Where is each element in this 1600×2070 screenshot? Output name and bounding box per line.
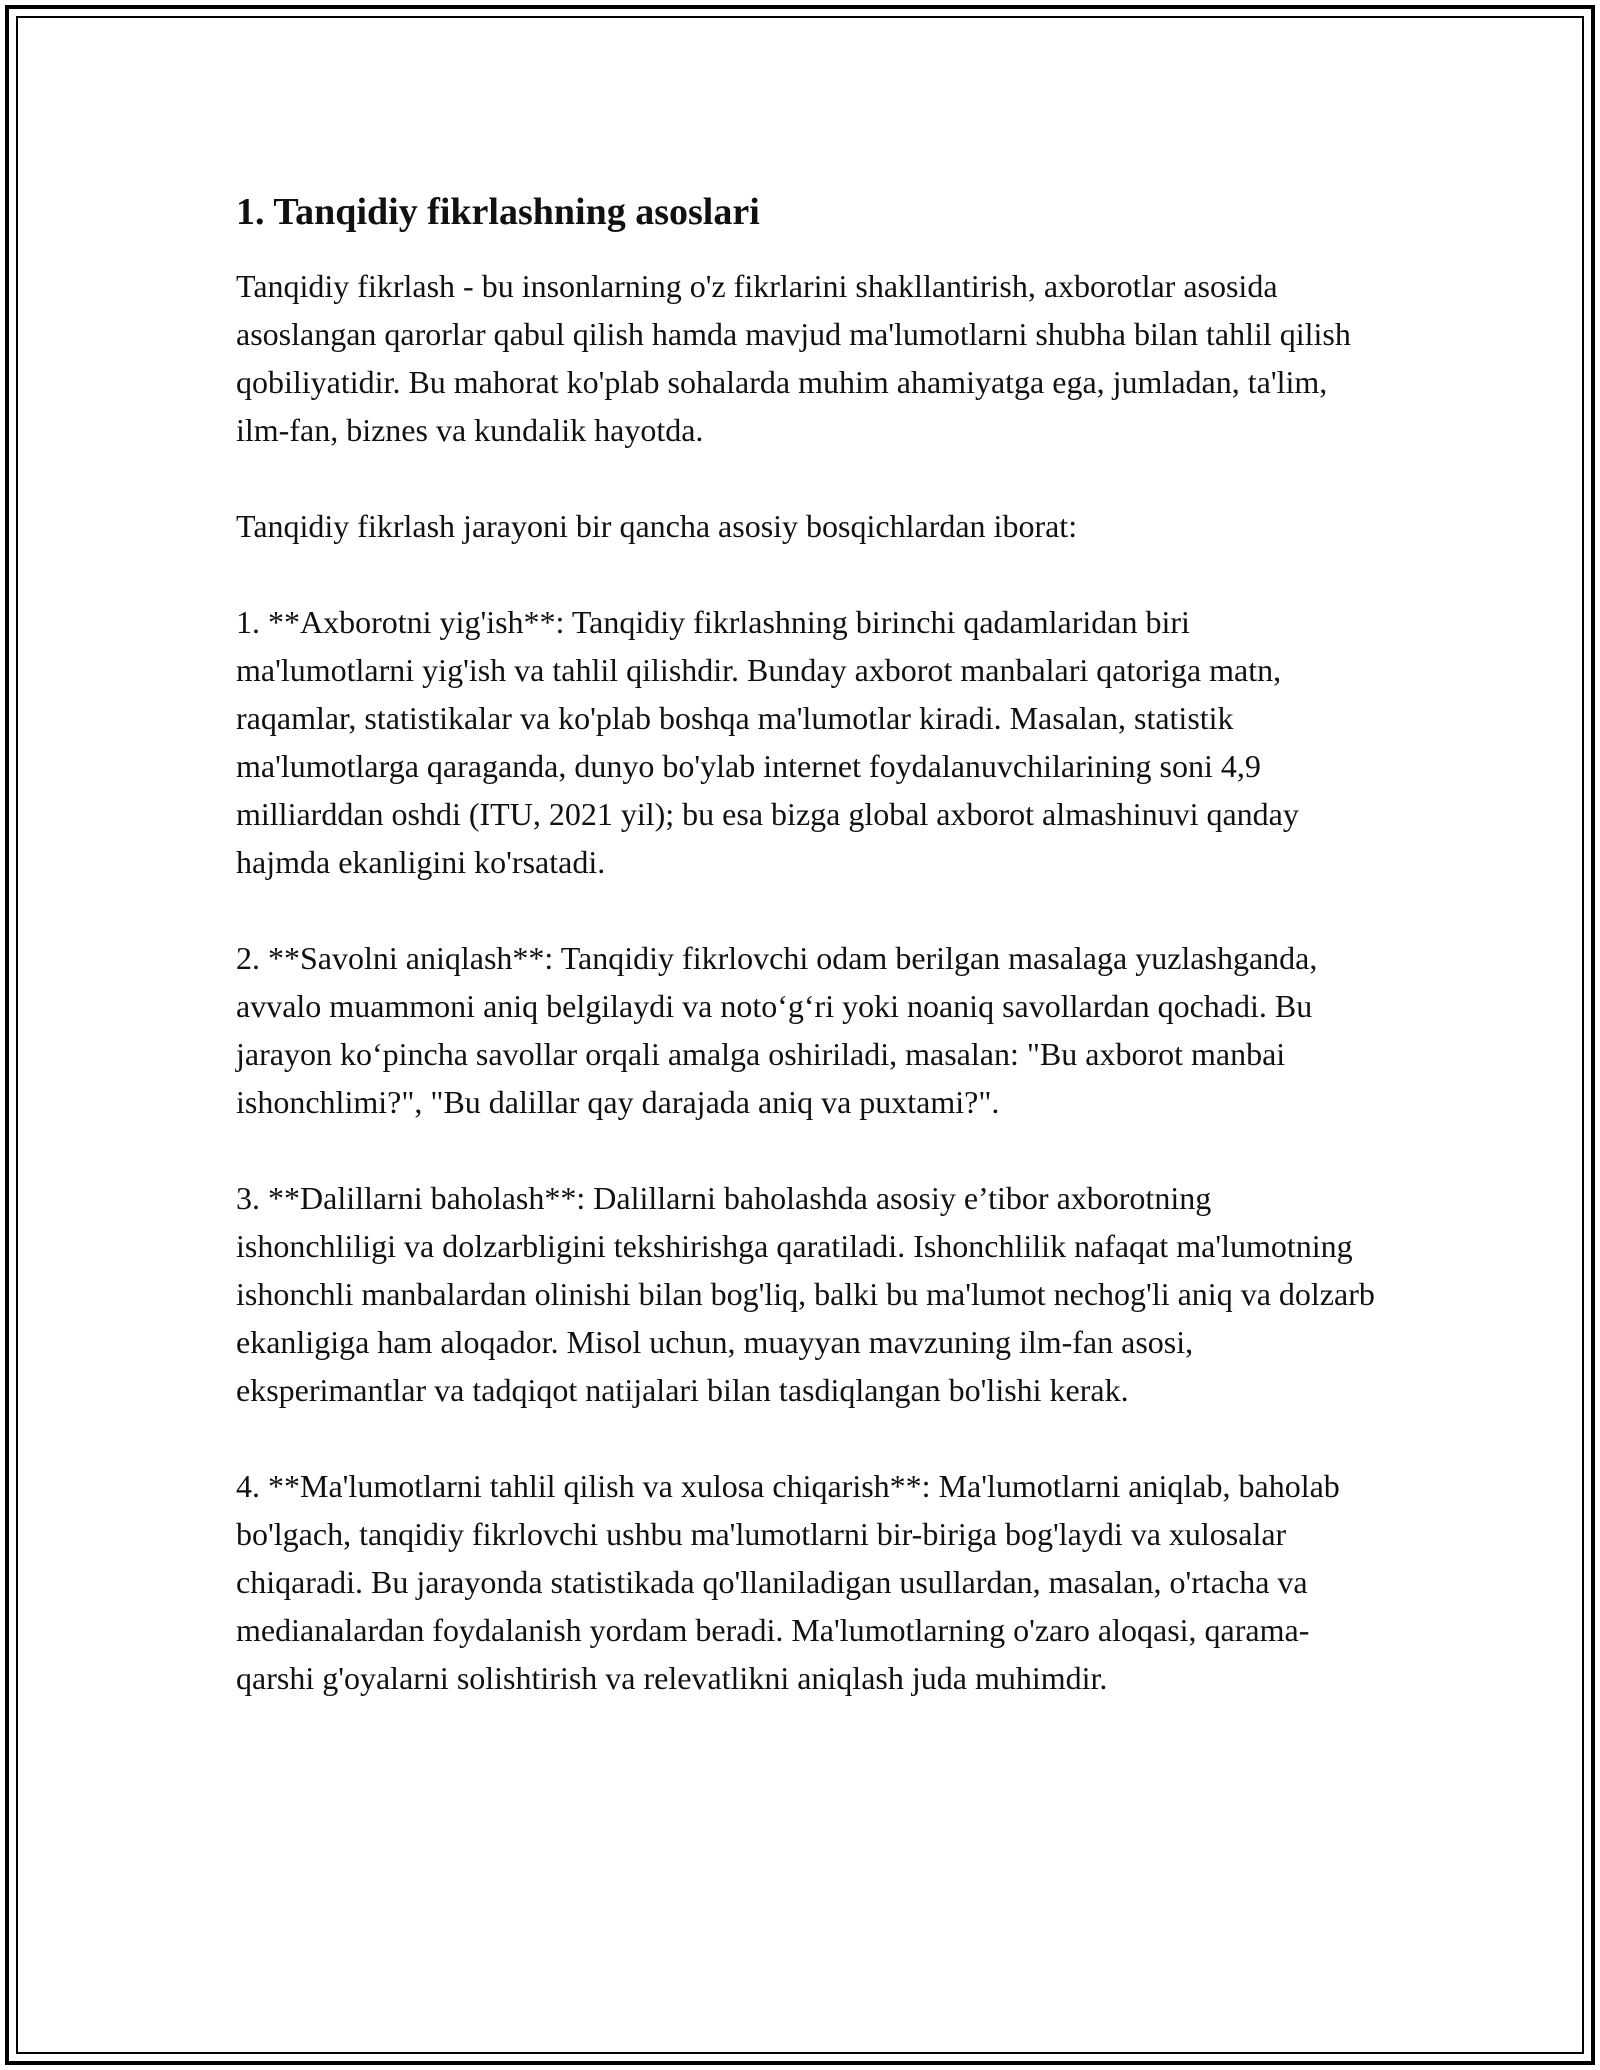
stage-2-paragraph: 2. **Savolni aniqlash**: Tanqidiy fikrlovchi odam berilgan masalaga yuzlashganda, avvalo muammoni aniq belgilaydi va noto‘g‘ri yoki noaniq savollardan qochadi. Bu jarayon ko‘pincha savollar orqali amalga oshiriladi, masalan: "Bu axborot manbai ishonchlimi?", "Bu dalillar qay darajada aniq va puxtami?". bbox=[236, 940, 1318, 1120]
stage-4-paragraph: 4. **Ma'lumotlarni tahlil qilish va xulosa chiqarish**: Ma'lumotlarni aniqlab, baholab bo'lgach, tanqidiy fikrlovchi ushbu ma'lumotlarni bir-biriga bog'laydi va xulosalar chiqaradi. Bu jarayonda statistikada qo'llaniladigan usullardan, masalan, o'rtacha va medianalardan foydalanish yordam beradi. Ma'lumotlarning o'zaro aloqasi, qarama-qarshi g'oyalarni solishtirish va relevatlikni aniqlash juda muhimdir. bbox=[236, 1468, 1340, 1696]
stage-1-paragraph: 1. **Axborotni yig'ish**: Tanqidiy fikrlashning birinchi qadamlaridan biri ma'lumotlarni yig'ish va tahlil qilishdir. Bunday axborot manbalari qatoriga matn, raqamlar, statistikalar va ko'plab boshqa ma'lumotlar kiradi. Masalan, statistik ma'lumotlarga qaraganda, dunyo bo'ylab internet foydalanuvchilarining soni 4,9 milliarddan oshdi (ITU, 2021 yil); bu esa bizga global axborot almashinuvi qanday hajmda ekanligini ko'rsatadi. bbox=[236, 604, 1299, 880]
intro-paragraph: Tanqidiy fikrlash - bu insonlarning o'z fikrlarini shakllantirish, axborotlar asosida asoslangan qarorlar qabul qilish hamda mavjud ma'lumotlarni shubha bilan tahlil qilish qobiliyatidir. Bu mahorat ko'plab sohalarda muhim ahamiyatga ega, jumladan, ta'lim, ilm-fan, biznes va kundalik hayotda. bbox=[236, 268, 1351, 448]
stage-3-paragraph: 3. **Dalillarni baholash**: Dalillarni baholashda asosiy e’tibor axborotning ishonchliligi va dolzarbligini tekshirishga qaratiladi. Ishonchlilik nafaqat ma'lumotning ishonchli manbalardan olinishi bilan bog'liq, balki bu ma'lumot nechog'li aniq va dolzarb ekanligiga ham aloqador. Misol uchun, muayyan mavzuning ilm-fan asosi, eksperimantlar va tadqiqot natijalari bilan tasdiqlangan bo'lishi kerak. bbox=[236, 1180, 1375, 1408]
document-body bbox=[236, 186, 1376, 1750]
stages-intro-paragraph: Tanqidiy fikrlash jarayoni bir qancha asosiy bosqichlardan iborat: bbox=[236, 508, 1078, 544]
section-heading: 1. Tanqidiy fikrlashning asoslari bbox=[236, 191, 760, 233]
